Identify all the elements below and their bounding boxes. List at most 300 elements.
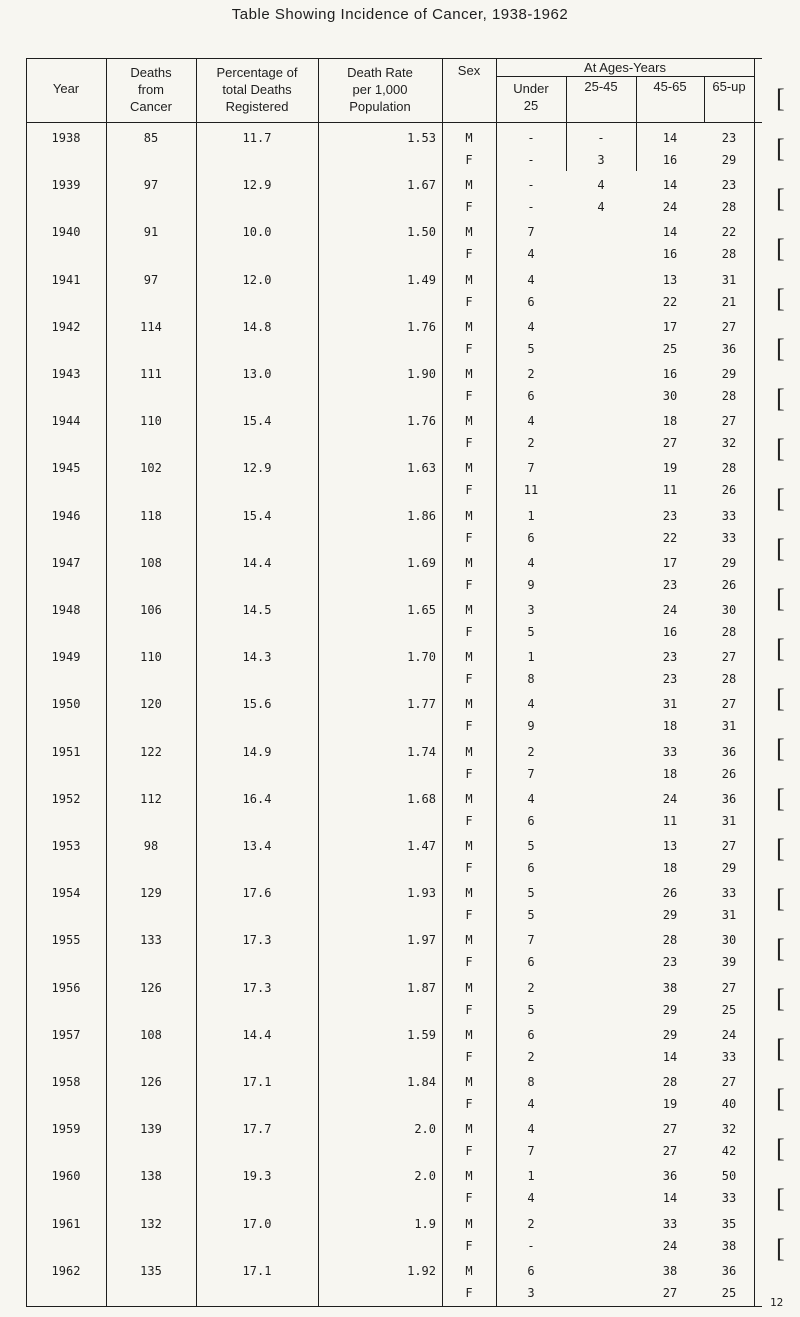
age-65-up-cell: 42	[721, 1144, 737, 1159]
sex-male-cell: M	[465, 131, 473, 145]
sex-male-cell: M	[465, 933, 473, 948]
deaths-cell: 110	[140, 650, 162, 665]
header-rate-line2: per 1,000	[352, 82, 408, 97]
sex-male-cell: M	[465, 697, 473, 712]
binder-bracket-icon: [	[776, 434, 785, 463]
header-under25-line2: 25	[523, 98, 539, 113]
deaths-cell: 138	[140, 1169, 162, 1184]
sex-female-cell: F	[465, 1285, 473, 1300]
age-45-65-cell: 13	[662, 272, 678, 287]
under25-cell: 9	[527, 719, 535, 734]
age-65-up-cell: 27	[721, 319, 737, 334]
percentage-cell: 19.3	[242, 1169, 272, 1184]
percentage-cell: 12.9	[242, 461, 272, 476]
rate-cell: 1.92	[407, 1263, 436, 1278]
table-row	[26, 1027, 762, 1079]
deaths-cell: 102	[140, 461, 162, 476]
under25-cell: -	[527, 200, 535, 215]
year-cell: 1962	[51, 1263, 81, 1278]
age-45-65-cell: 18	[662, 719, 678, 734]
sex-female-cell: F	[465, 672, 473, 687]
under25-cell: 1	[527, 508, 535, 523]
rate-cell: 2.0	[414, 1122, 436, 1137]
rate-cell: 1.87	[407, 980, 436, 995]
age-45-65-cell: 19	[662, 461, 678, 476]
rate-cell: 1.76	[407, 319, 436, 334]
rate-cell: 1.53	[407, 131, 436, 145]
under25-cell: 4	[527, 319, 535, 334]
rate-cell: 1.90	[407, 367, 436, 381]
under25-cell: 4	[527, 791, 535, 806]
age-65-up-cell: 39	[721, 955, 737, 970]
under25-cell: 9	[527, 577, 535, 592]
percentage-cell: 14.5	[242, 603, 272, 617]
age-45-65-cell: 16	[662, 625, 678, 639]
under25-cell: 1	[527, 1169, 535, 1184]
percentage-cell: 17.1	[242, 1075, 272, 1089]
age-45-65-cell: 23	[662, 650, 678, 665]
age-45-65-cell: 24	[662, 1238, 678, 1253]
year-cell: 1944	[51, 414, 81, 429]
table-row	[26, 885, 762, 937]
percentage-cell: 11.7	[242, 131, 272, 145]
sex-male-cell: M	[465, 414, 473, 429]
age-65-up-cell: 25	[721, 1002, 737, 1017]
table-row	[26, 1216, 762, 1268]
percentage-cell: 16.4	[242, 791, 272, 806]
under25-cell: -	[527, 1238, 535, 1253]
age-65-up-cell: 27	[721, 414, 737, 429]
binder-bracket-icon: [	[776, 1184, 785, 1213]
percentage-cell: 17.7	[242, 1122, 272, 1137]
under25-cell: 2	[527, 1216, 535, 1231]
binder-bracket-icon: [	[776, 984, 785, 1013]
year-cell: 1942	[51, 319, 81, 334]
year-cell: 1954	[51, 886, 81, 901]
page-title: Table Showing Incidence of Cancer, 1938-1962	[231, 6, 569, 23]
sex-female-cell: F	[465, 1049, 473, 1064]
table-row	[26, 1121, 762, 1173]
table-row	[26, 932, 762, 984]
percentage-cell: 13.4	[242, 839, 272, 853]
sex-male-cell: M	[465, 461, 473, 476]
under25-cell: 7	[527, 461, 535, 476]
deaths-cell: 122	[140, 744, 162, 759]
year-cell: 1958	[51, 1075, 81, 1089]
deaths-cell: 97	[143, 178, 159, 193]
under25-cell: 2	[527, 1049, 535, 1064]
rate-cell: 1.63	[407, 461, 436, 476]
age-65-up-cell: 36	[721, 1263, 737, 1278]
table-row	[26, 413, 762, 465]
age-45-65-cell: 18	[662, 414, 678, 429]
year-cell: 1946	[51, 508, 81, 523]
age-65-up-cell: 32	[721, 1122, 737, 1137]
sex-male-cell: M	[465, 319, 473, 334]
rate-cell: 1.69	[407, 555, 436, 570]
age-45-65-cell: 33	[662, 1216, 678, 1231]
binder-bracket-icon: [	[776, 1084, 785, 1113]
table-row	[26, 1263, 762, 1315]
percentage-cell: 15.4	[242, 508, 272, 523]
under25-cell: 5	[527, 625, 535, 639]
deaths-cell: 114	[140, 319, 162, 334]
under25-cell: 5	[527, 1002, 535, 1017]
under25-cell: -	[527, 131, 535, 145]
under25-cell: 6	[527, 1263, 535, 1278]
age-45-65-cell: 16	[662, 153, 678, 167]
under25-cell: 3	[527, 603, 535, 617]
deaths-cell: 108	[140, 1027, 162, 1042]
table-row	[26, 696, 762, 748]
binder-bracket-icon: [	[776, 84, 785, 113]
age-65-up-cell: 21	[721, 294, 737, 309]
year-cell: 1952	[51, 791, 81, 806]
sex-female-cell: F	[465, 908, 473, 923]
age-45-65-cell: 33	[662, 744, 678, 759]
percentage-cell: 15.6	[242, 697, 272, 712]
age-45-65-cell: 22	[662, 530, 678, 545]
under25-cell: -	[527, 178, 535, 193]
age-45-65-cell: 13	[662, 839, 678, 853]
under25-cell: -	[527, 153, 535, 167]
year-cell: 1948	[51, 603, 81, 617]
header-under25	[496, 80, 566, 114]
year-cell: 1959	[51, 1122, 81, 1137]
table-row	[26, 130, 762, 182]
age-45-65-cell: 29	[662, 1002, 678, 1017]
under25-cell: 7	[527, 766, 535, 781]
year-cell: 1938	[51, 131, 81, 145]
percentage-cell: 14.9	[242, 744, 272, 759]
header-25-45-label: 25-45	[584, 79, 618, 94]
year-cell: 1941	[51, 272, 81, 287]
rate-cell: 1.76	[407, 414, 436, 429]
sex-female-cell: F	[465, 483, 473, 498]
under25-cell: 8	[527, 1075, 535, 1089]
rate-cell: 1.93	[407, 886, 436, 901]
age-65-up-cell: 29	[721, 153, 737, 167]
age-65-up-cell: 33	[721, 508, 737, 523]
header-year-label: Year	[52, 81, 80, 96]
percentage-cell: 12.9	[242, 178, 272, 193]
sex-female-cell: F	[465, 1002, 473, 1017]
sex-male-cell: M	[465, 1216, 473, 1231]
percentage-cell: 14.8	[242, 319, 272, 334]
rate-cell: 1.68	[407, 791, 436, 806]
deaths-cell: 85	[143, 131, 159, 145]
sex-female-cell: F	[465, 389, 473, 403]
age-45-65-cell: 27	[662, 436, 678, 451]
binder-bracket-icon: [	[776, 834, 785, 863]
sex-female-cell: F	[465, 294, 473, 309]
age-45-65-cell: 28	[662, 1075, 678, 1089]
age-65-up-cell: 33	[721, 1191, 737, 1206]
header-death-rate	[318, 64, 442, 115]
percentage-cell: 14.4	[242, 1027, 272, 1042]
deaths-cell: 133	[140, 933, 162, 948]
age-65-up-cell: 27	[721, 650, 737, 665]
percentage-cell: 14.4	[242, 555, 272, 570]
header-percentage-line1: Percentage of	[216, 65, 298, 80]
under25-cell: 2	[527, 367, 535, 381]
header-deaths-line2: from	[138, 82, 164, 97]
year-cell: 1957	[51, 1027, 81, 1042]
deaths-cell: 139	[140, 1122, 162, 1137]
deaths-cell: 112	[140, 791, 162, 806]
under25-cell: 7	[527, 1144, 535, 1159]
rate-cell: 1.65	[407, 603, 436, 617]
sex-female-cell: F	[465, 436, 473, 451]
header-rate-line3: Population	[349, 99, 411, 114]
age-45-65-cell: 38	[662, 980, 678, 995]
age-65-up-cell: 31	[721, 719, 737, 734]
under25-cell: 4	[527, 414, 535, 429]
sex-female-cell: F	[465, 577, 473, 592]
rate-cell: 1.97	[407, 933, 436, 948]
rate-cell: 1.9	[414, 1216, 436, 1231]
binder-bracket-icon: [	[776, 234, 785, 263]
deaths-cell: 126	[140, 980, 162, 995]
age-65-up-cell: 40	[721, 1097, 737, 1111]
age-25-45-cell: 4	[597, 178, 605, 193]
age-45-65-cell: 31	[662, 697, 678, 712]
age-65-up-cell: 29	[721, 555, 737, 570]
header-25-45	[566, 78, 636, 95]
year-cell: 1939	[51, 178, 81, 193]
sex-male-cell: M	[465, 603, 473, 617]
binder-bracket-icon: [	[776, 1034, 785, 1063]
sex-female-cell: F	[465, 766, 473, 781]
header-sex-label: Sex	[457, 63, 481, 78]
sex-male-cell: M	[465, 508, 473, 523]
age-65-up-cell: 27	[721, 980, 737, 995]
binder-bracket-icon: [	[776, 584, 785, 613]
rate-cell: 1.67	[407, 178, 436, 193]
age-65-up-cell: 28	[721, 625, 737, 639]
percentage-cell: 17.1	[242, 1263, 272, 1278]
sex-male-cell: M	[465, 367, 473, 381]
age-65-up-cell: 24	[721, 1027, 737, 1042]
percentage-cell: 17.6	[242, 886, 272, 901]
year-cell: 1950	[51, 697, 81, 712]
header-65-up-label: 65-up	[712, 79, 746, 94]
sex-female-cell: F	[465, 1191, 473, 1206]
table-row	[26, 224, 762, 276]
table-row	[26, 272, 762, 324]
header-percentage-line3: Registered	[225, 99, 289, 114]
age-45-65-cell: 24	[662, 791, 678, 806]
binder-bracket-icon: [	[776, 184, 785, 213]
under25-cell: 7	[527, 933, 535, 948]
binder-bracket-icon: [	[776, 1134, 785, 1163]
sex-female-cell: F	[465, 341, 473, 356]
year-cell: 1945	[51, 461, 81, 476]
binder-bracket-icon: [	[776, 734, 785, 763]
binder-bracket-icon: [	[776, 634, 785, 663]
deaths-cell: 135	[140, 1263, 162, 1278]
table-row	[26, 555, 762, 607]
percentage-cell: 17.3	[242, 980, 272, 995]
age-45-65-cell: 23	[662, 577, 678, 592]
header-ages-label: At Ages-Years	[584, 60, 666, 75]
rate-cell: 1.50	[407, 225, 436, 240]
age-45-65-cell: 36	[662, 1169, 678, 1184]
sex-male-cell: M	[465, 555, 473, 570]
sex-female-cell: F	[465, 861, 473, 875]
header-45-65	[636, 78, 704, 95]
year-cell: 1956	[51, 980, 81, 995]
deaths-cell: 97	[143, 272, 159, 287]
rate-cell: 1.49	[407, 272, 436, 287]
header-deaths	[106, 64, 196, 115]
age-45-65-cell: 18	[662, 861, 678, 875]
age-65-up-cell: 23	[721, 131, 737, 145]
deaths-cell: 108	[140, 555, 162, 570]
header-ages	[496, 59, 754, 76]
age-65-up-cell: 23	[721, 178, 737, 193]
year-cell: 1955	[51, 933, 81, 948]
age-45-65-cell: 14	[662, 225, 678, 240]
binder-bracket-icon: [	[776, 684, 785, 713]
sex-female-cell: F	[465, 813, 473, 828]
table-row	[26, 649, 762, 701]
age-45-65-cell: 30	[662, 389, 678, 403]
year-cell: 1949	[51, 650, 81, 665]
age-25-45-cell: 4	[597, 200, 605, 215]
sex-male-cell: M	[465, 1027, 473, 1042]
sex-male-cell: M	[465, 178, 473, 193]
sex-female-cell: F	[465, 955, 473, 970]
sex-male-cell: M	[465, 744, 473, 759]
header-deaths-line1: Deaths	[130, 65, 172, 80]
age-45-65-cell: 22	[662, 294, 678, 309]
under25-cell: 4	[527, 697, 535, 712]
rate-cell: 1.74	[407, 744, 436, 759]
ages-sub-rule	[496, 76, 754, 77]
year-cell: 1953	[51, 839, 81, 853]
table-row	[26, 744, 762, 796]
percentage-cell: 17.0	[242, 1216, 272, 1231]
age-45-65-cell: 23	[662, 508, 678, 523]
age-45-65-cell: 14	[662, 178, 678, 193]
year-cell: 1943	[51, 367, 81, 381]
percentage-cell: 13.0	[242, 367, 272, 381]
age-65-up-cell: 27	[721, 1075, 737, 1089]
year-cell: 1940	[51, 225, 81, 240]
age-45-65-cell: 27	[662, 1122, 678, 1137]
age-65-up-cell: 31	[721, 272, 737, 287]
table-row	[26, 366, 762, 418]
age-25-45-cell: -	[597, 131, 605, 145]
age-65-up-cell: 28	[721, 200, 737, 215]
under25-cell: 4	[527, 555, 535, 570]
table-row	[26, 791, 762, 843]
deaths-cell: 120	[140, 697, 162, 712]
age-65-up-cell: 36	[721, 744, 737, 759]
under25-cell: 4	[527, 247, 535, 262]
table-row	[26, 460, 762, 512]
deaths-cell: 98	[143, 839, 159, 853]
percentage-cell: 12.0	[242, 272, 272, 287]
age-65-up-cell: 28	[721, 461, 737, 476]
age-45-65-cell: 14	[662, 1049, 678, 1064]
binder-bracket-icon: [	[776, 384, 785, 413]
under25-cell: 5	[527, 908, 535, 923]
age-65-up-cell: 26	[721, 483, 737, 498]
table-row	[26, 980, 762, 1032]
sex-female-cell: F	[465, 1144, 473, 1159]
age-65-up-cell: 32	[721, 436, 737, 451]
age-65-up-cell: 27	[721, 697, 737, 712]
under25-cell: 11	[523, 483, 539, 498]
table-row	[26, 838, 762, 890]
binder-bracket-icon: [	[776, 284, 785, 313]
age-65-up-cell: 29	[721, 367, 737, 381]
under25-cell: 4	[527, 1097, 535, 1111]
age-65-up-cell: 33	[721, 530, 737, 545]
header-percentage	[196, 64, 318, 115]
sex-male-cell: M	[465, 1122, 473, 1137]
deaths-cell: 132	[140, 1216, 162, 1231]
under25-cell: 2	[527, 744, 535, 759]
under25-cell: 2	[527, 980, 535, 995]
age-45-65-cell: 25	[662, 341, 678, 356]
under25-cell: 3	[527, 1285, 535, 1300]
age-45-65-cell: 14	[662, 1191, 678, 1206]
sex-male-cell: M	[465, 1263, 473, 1278]
rate-cell: 1.47	[407, 839, 436, 853]
under25-cell: 5	[527, 341, 535, 356]
under25-cell: 6	[527, 813, 535, 828]
percentage-cell: 17.3	[242, 933, 272, 948]
sex-male-cell: M	[465, 839, 473, 853]
rate-cell: 1.59	[407, 1027, 436, 1042]
sex-female-cell: F	[465, 1097, 473, 1111]
age-65-up-cell: 30	[721, 603, 737, 617]
age-45-65-cell: 16	[662, 247, 678, 262]
table-row	[26, 602, 762, 654]
under25-cell: 6	[527, 530, 535, 545]
age-65-up-cell: 22	[721, 225, 737, 240]
age-65-up-cell: 50	[721, 1169, 737, 1184]
age-65-up-cell: 33	[721, 1049, 737, 1064]
header-65-up	[704, 78, 754, 95]
age-45-65-cell: 24	[662, 603, 678, 617]
age-45-65-cell: 23	[662, 955, 678, 970]
under25-cell: 2	[527, 436, 535, 451]
sex-female-cell: F	[465, 247, 473, 262]
age-45-65-cell: 29	[662, 908, 678, 923]
age-65-up-cell: 31	[721, 908, 737, 923]
age-65-up-cell: 27	[721, 839, 737, 853]
sex-male-cell: M	[465, 272, 473, 287]
binder-bracket-icon: [	[776, 484, 785, 513]
binder-bracket-icon: [	[776, 934, 785, 963]
under25-cell: 6	[527, 861, 535, 875]
sex-male-cell: M	[465, 791, 473, 806]
table-header-rule	[26, 122, 762, 123]
age-45-65-cell: 38	[662, 1263, 678, 1278]
table-row	[26, 1168, 762, 1220]
sex-female-cell: F	[465, 719, 473, 734]
sex-male-cell: M	[465, 980, 473, 995]
age-65-up-cell: 28	[721, 389, 737, 403]
year-cell: 1960	[51, 1169, 81, 1184]
age-65-up-cell: 36	[721, 791, 737, 806]
age-45-65-cell: 11	[662, 483, 678, 498]
age-65-up-cell: 36	[721, 341, 737, 356]
